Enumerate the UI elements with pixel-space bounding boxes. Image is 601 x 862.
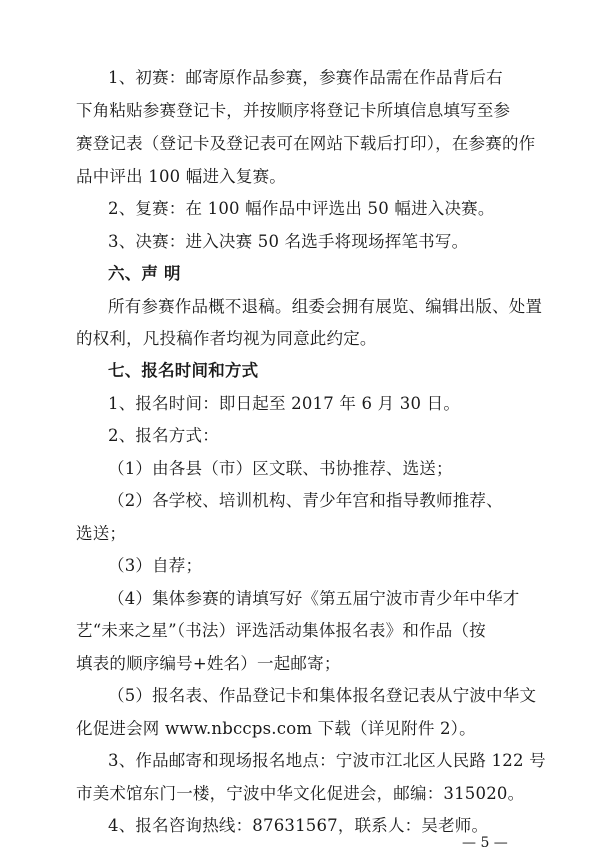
text-line-method-4: （4）集体参赛的请填写好《第五届宁波市青少年中华才	[108, 589, 520, 608]
page-number: — 5 —	[462, 835, 508, 851]
text-line-method-4-cont-1: 艺“未来之星”（书法）评选活动集体报名表》和作品（按	[76, 621, 486, 640]
text-line-preliminary-round: 1、初赛：邮寄原作品参赛，参赛作品需在作品背后右	[108, 68, 503, 87]
text-line-mailing-address: 3、作品邮寄和现场报名地点：宁波市江北区人民路 122 号	[108, 751, 546, 770]
text-line-statement-1: 所有参赛作品概不退稿。组委会拥有展览、编辑出版、处置	[108, 297, 543, 316]
text-line-registration-method: 2、报名方式：	[108, 426, 219, 445]
section-heading-registration: 七、报名时间和方式	[108, 361, 259, 380]
text-line-preliminary-cont-1: 下角粘贴参赛登记卡，并按顺序将登记卡所填信息填写至参	[76, 101, 511, 120]
text-line-statement-2: 的权利，凡投稿作者均视为同意此约定。	[76, 329, 377, 348]
text-line-preliminary-cont-2: 赛登记表（登记卡及登记表可在网站下载后打印），在参赛的作	[76, 134, 536, 153]
text-line-final-round: 3、决赛：进入决赛 50 名选手将现场挥笔书写。	[108, 232, 469, 251]
text-line-preliminary-cont-3: 品中评出 100 幅进入复赛。	[76, 167, 286, 186]
text-line-method-4-cont-2: 填表的顺序编号+姓名）一起邮寄；	[76, 654, 341, 673]
text-line-method-5: （5）报名表、作品登记卡和集体报名登记表从宁波中华文	[108, 686, 537, 705]
text-line-method-2-cont: 选送；	[76, 524, 127, 543]
text-line-mailing-address-cont: 市美术馆东门一楼，宁波中华文化促进会，邮编：315020。	[76, 784, 525, 803]
text-line-registration-time: 1、报名时间：即日起至 2017 年 6 月 30 日。	[108, 394, 461, 413]
text-line-method-1: （1）由各县（市）区文联、书协推荐、选送；	[108, 459, 453, 478]
text-line-method-2: （2）各学校、培训机构、青少年宫和指导教师推荐、	[108, 491, 503, 510]
text-line-hotline: 4、报名咨询热线：87631567，联系人：吴老师。	[108, 816, 489, 835]
text-line-method-3: （3）自荐；	[108, 556, 203, 575]
section-heading-statement: 六、声 明	[108, 264, 181, 283]
text-line-method-5-cont: 化促进会网 www.nbccps.com 下载（详见附件 2）。	[76, 719, 476, 738]
text-line-second-round: 2、复赛：在 100 幅作品中评选出 50 幅进入决赛。	[108, 199, 495, 218]
